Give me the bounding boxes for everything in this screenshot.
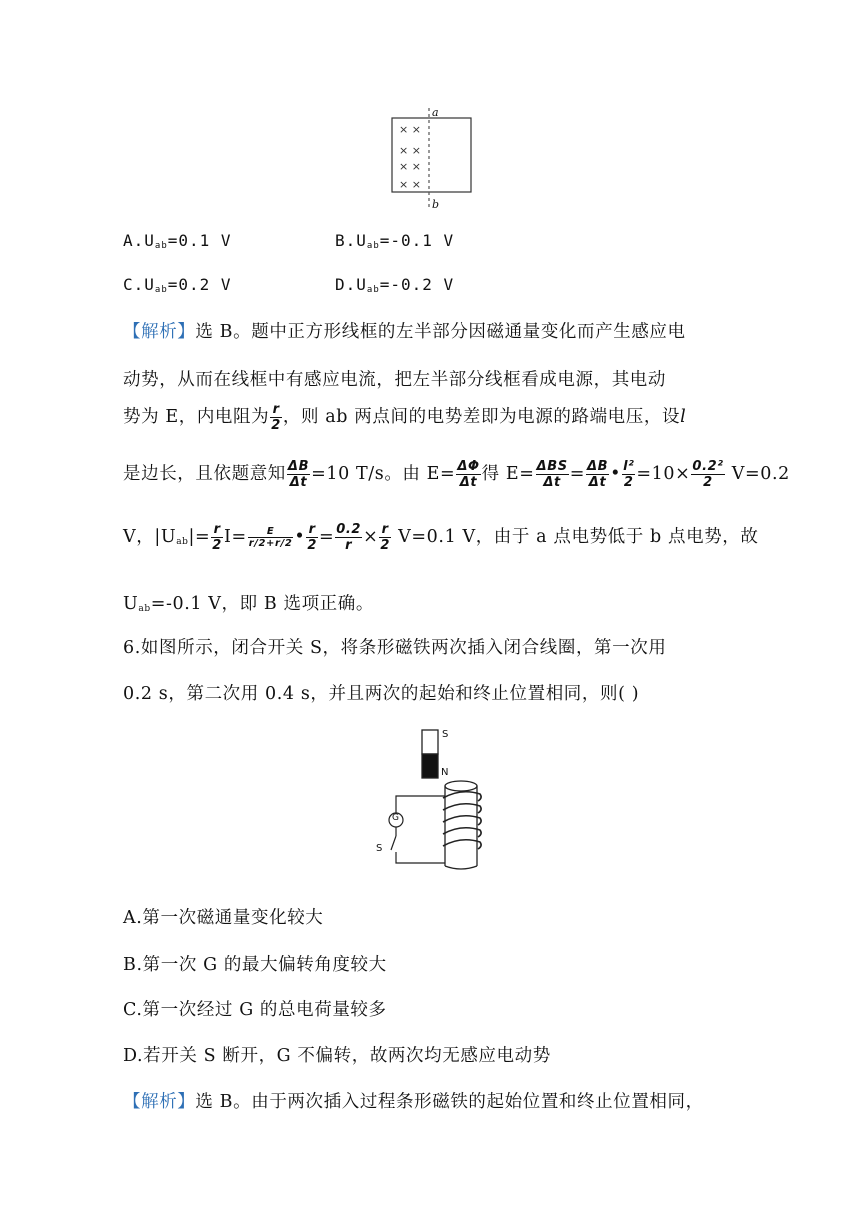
- figure-square-frame: [385, 106, 475, 218]
- q6-option-b: B.第一次 G 的最大偏转角度较大: [123, 955, 387, 975]
- question-6-line-1: 6.如图所示，闭合开关 S，将条形磁铁两次插入闭合线圈，第一次用: [123, 638, 667, 658]
- option-c: $C.U_{ab}=0.2$ V: [123, 275, 232, 295]
- label-a: a: [432, 106, 439, 119]
- label-b: b: [432, 198, 440, 211]
- q6-option-d: D.若开关 S 断开，G 不偏转，故两次均无感应电动势: [123, 1046, 551, 1066]
- magnet-s-pole-label: S: [442, 729, 449, 740]
- option-b: $B.U_{ab}=-0.1$ V: [335, 231, 455, 251]
- question-6-line-2: 0.2 s，第二次用 0.4 s，并且两次的起始和终止位置相同，则( ): [123, 684, 640, 704]
- galvanometer-icon: G: [392, 813, 399, 823]
- q6-analysis-line-1: 【解析】选 B。由于两次插入过程条形磁铁的起始位置和终止位置相同，: [123, 1092, 704, 1112]
- q6-option-c: C.第一次经过 G 的总电荷量较多: [123, 1000, 387, 1020]
- analysis-line-4: 是边长，且依题意知 $\frac{\Delta B}{\Delta t}$ =10 T/s。由 E= $\frac{\Delta\Phi}{\Delta t}$ 得 E= $\frac{\text{ΔBS}}{\Delta t}$ = $\frac{\Delta B}{\Delta t}$ • $\frac{\text{l²}}{2}$ =10× $\frac{\text{0.2²}}{2}$ V=0.2: [123, 459, 790, 490]
- svg-text:× ×: × ×: [399, 123, 421, 136]
- svg-text:× ×: × ×: [399, 144, 421, 157]
- magnet-n-pole-label: N: [441, 767, 449, 778]
- analysis-line-5: V，$|U_{ab}|=$ $\frac{r}{2}$ I= $\frac{E}{r/2+r/2}$ • $\frac{r}{2}$ = $\frac{0.2}{r}$ × $\frac{r}{2}$ V=0.1 V，由于 a 点电势低于 b 点电势，故: [123, 522, 759, 553]
- analysis-line-3: 势为 E，内电阻为 $\frac{r}{2}$ ，则 ab 两点间的电势差即为电源的路端电压，设l: [123, 402, 687, 433]
- analysis-line-2: 动势，从而在线框中有感应电流，把左半部分线框看成电源，其电动: [123, 370, 666, 390]
- analysis-tag: 【解析】: [123, 322, 196, 342]
- analysis-line-6: $U_{ab}=-0.1$ V，即 B 选项正确。: [123, 594, 374, 614]
- analysis-line-1: 【解析】选 B。题中正方形线框的左半部分因磁通量变化而产生感应电: [123, 322, 686, 342]
- q6-option-a: A.第一次磁通量变化较大: [123, 908, 324, 928]
- option-d: $D.U_{ab}=-0.2$ V: [335, 275, 455, 295]
- figure-magnet-coil: [370, 728, 500, 876]
- switch-label: S: [376, 843, 383, 854]
- option-a: $A.U_{ab}=0.1$ V: [123, 231, 232, 251]
- svg-text:× ×: × ×: [399, 178, 421, 191]
- svg-text:× ×: × ×: [399, 160, 421, 173]
- q6-analysis-tag: 【解析】: [123, 1092, 196, 1112]
